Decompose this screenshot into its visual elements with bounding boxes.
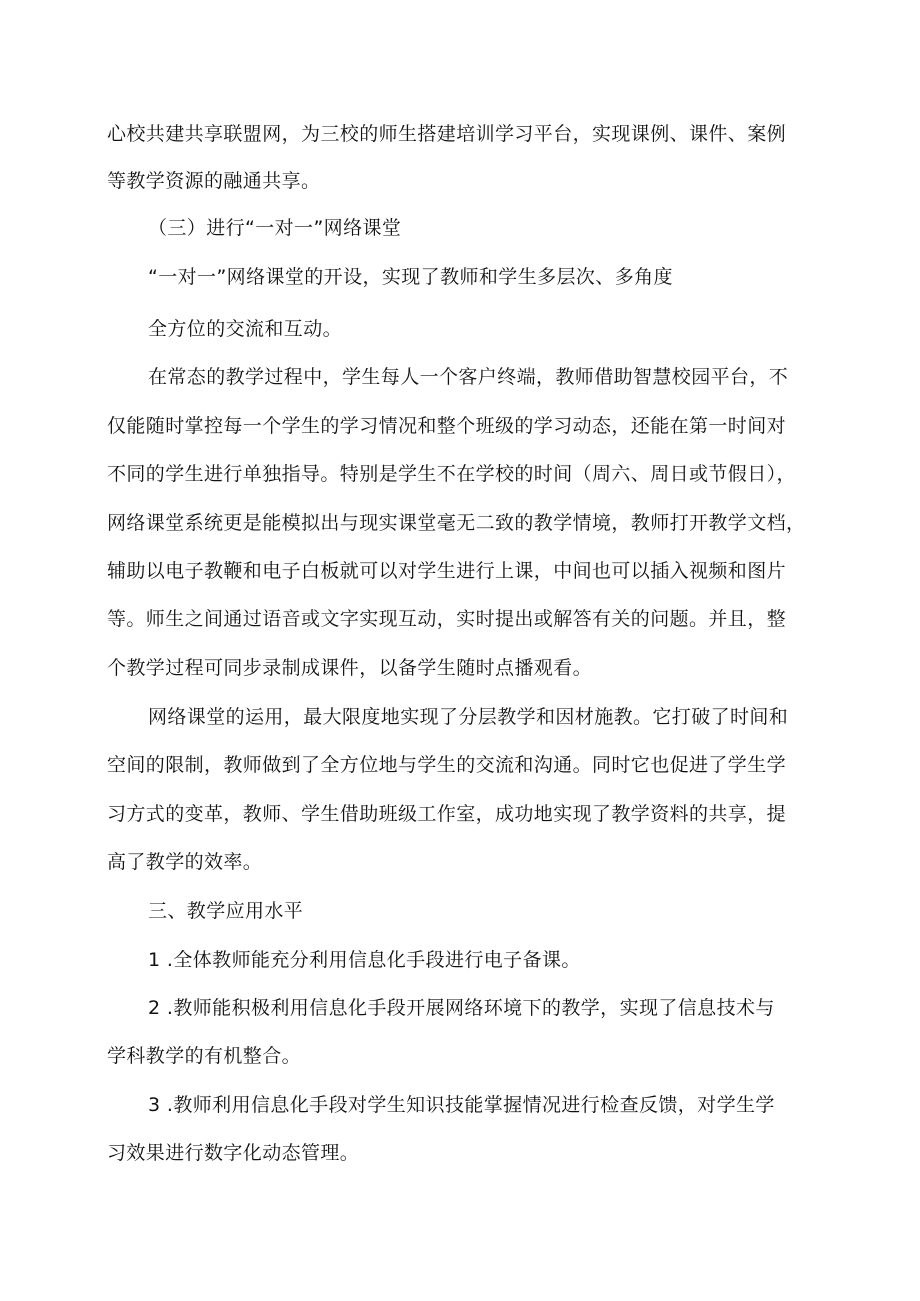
text-line: 不同的学生进行单独指导。特别是学生不在学校的时间（周六、周日或节假日）， xyxy=(107,463,796,485)
text-line: 习方式的变革，教师、学生借助班级工作室，成功地实现了教学资料的共享，提 xyxy=(107,803,787,825)
text-line: 辅助以电子教鞭和电子白板就可以对学生进行上课，中间也可以插入视频和图片 xyxy=(107,560,787,582)
text-line: 网络课堂的运用，最大限度地实现了分层教学和因材施教。它打破了时间和 xyxy=(148,706,789,728)
text-line: 高了教学的效率。 xyxy=(107,851,263,873)
section-heading: 三、教学应用水平 xyxy=(148,900,304,922)
text-line: 等。师生之间通过语音或文字实现互动，实时提出或解答有关的问题。并且，整 xyxy=(107,608,787,630)
text-line: 心校共建共享联盟网，为三校的师生搭建培训学习平台，实现课例、课件、案例 xyxy=(107,123,787,145)
list-item: 1 .全体教师能充分利用信息化手段进行电子备课。 xyxy=(148,949,581,971)
text-line: 全方位的交流和互动。 xyxy=(148,318,343,340)
text-line: 个教学过程可同步录制成课件，以备学生随时点播观看。 xyxy=(107,657,593,679)
text-line: 习效果进行数字化动态管理。 xyxy=(107,1142,360,1164)
text-line: 在常态的教学过程中，学生每人一个客户终端，教师借助智慧校园平台，不 xyxy=(148,366,789,388)
text-line: 学科教学的有机整合。 xyxy=(107,1045,302,1067)
text-line: 空间的限制，教师做到了全方位地与学生的交流和沟通。同时它也促进了学生学 xyxy=(107,754,787,776)
text-line: 仅能随时掌控每一个学生的学习情况和整个班级的学习动态，还能在第一时间对 xyxy=(107,415,787,437)
text-line: 等教学资源的融通共享。 xyxy=(107,170,321,192)
section-heading: （三）进行“一对一”网络课堂 xyxy=(148,217,402,239)
text-line: 网络课堂系统更是能模拟出与现实课堂毫无二致的教学情境，教师打开教学文档， xyxy=(107,512,806,534)
list-item: 3 .教师利用信息化手段对学生知识技能掌握情况进行检查反馈，对学生学 xyxy=(148,1094,775,1116)
list-item: 2 .教师能积极利用信息化手段开展网络环境下的教学，实现了信息技术与 xyxy=(148,997,775,1019)
text-line: “一对一”网络课堂的开设，实现了教师和学生多层次、多角度 xyxy=(148,266,673,288)
